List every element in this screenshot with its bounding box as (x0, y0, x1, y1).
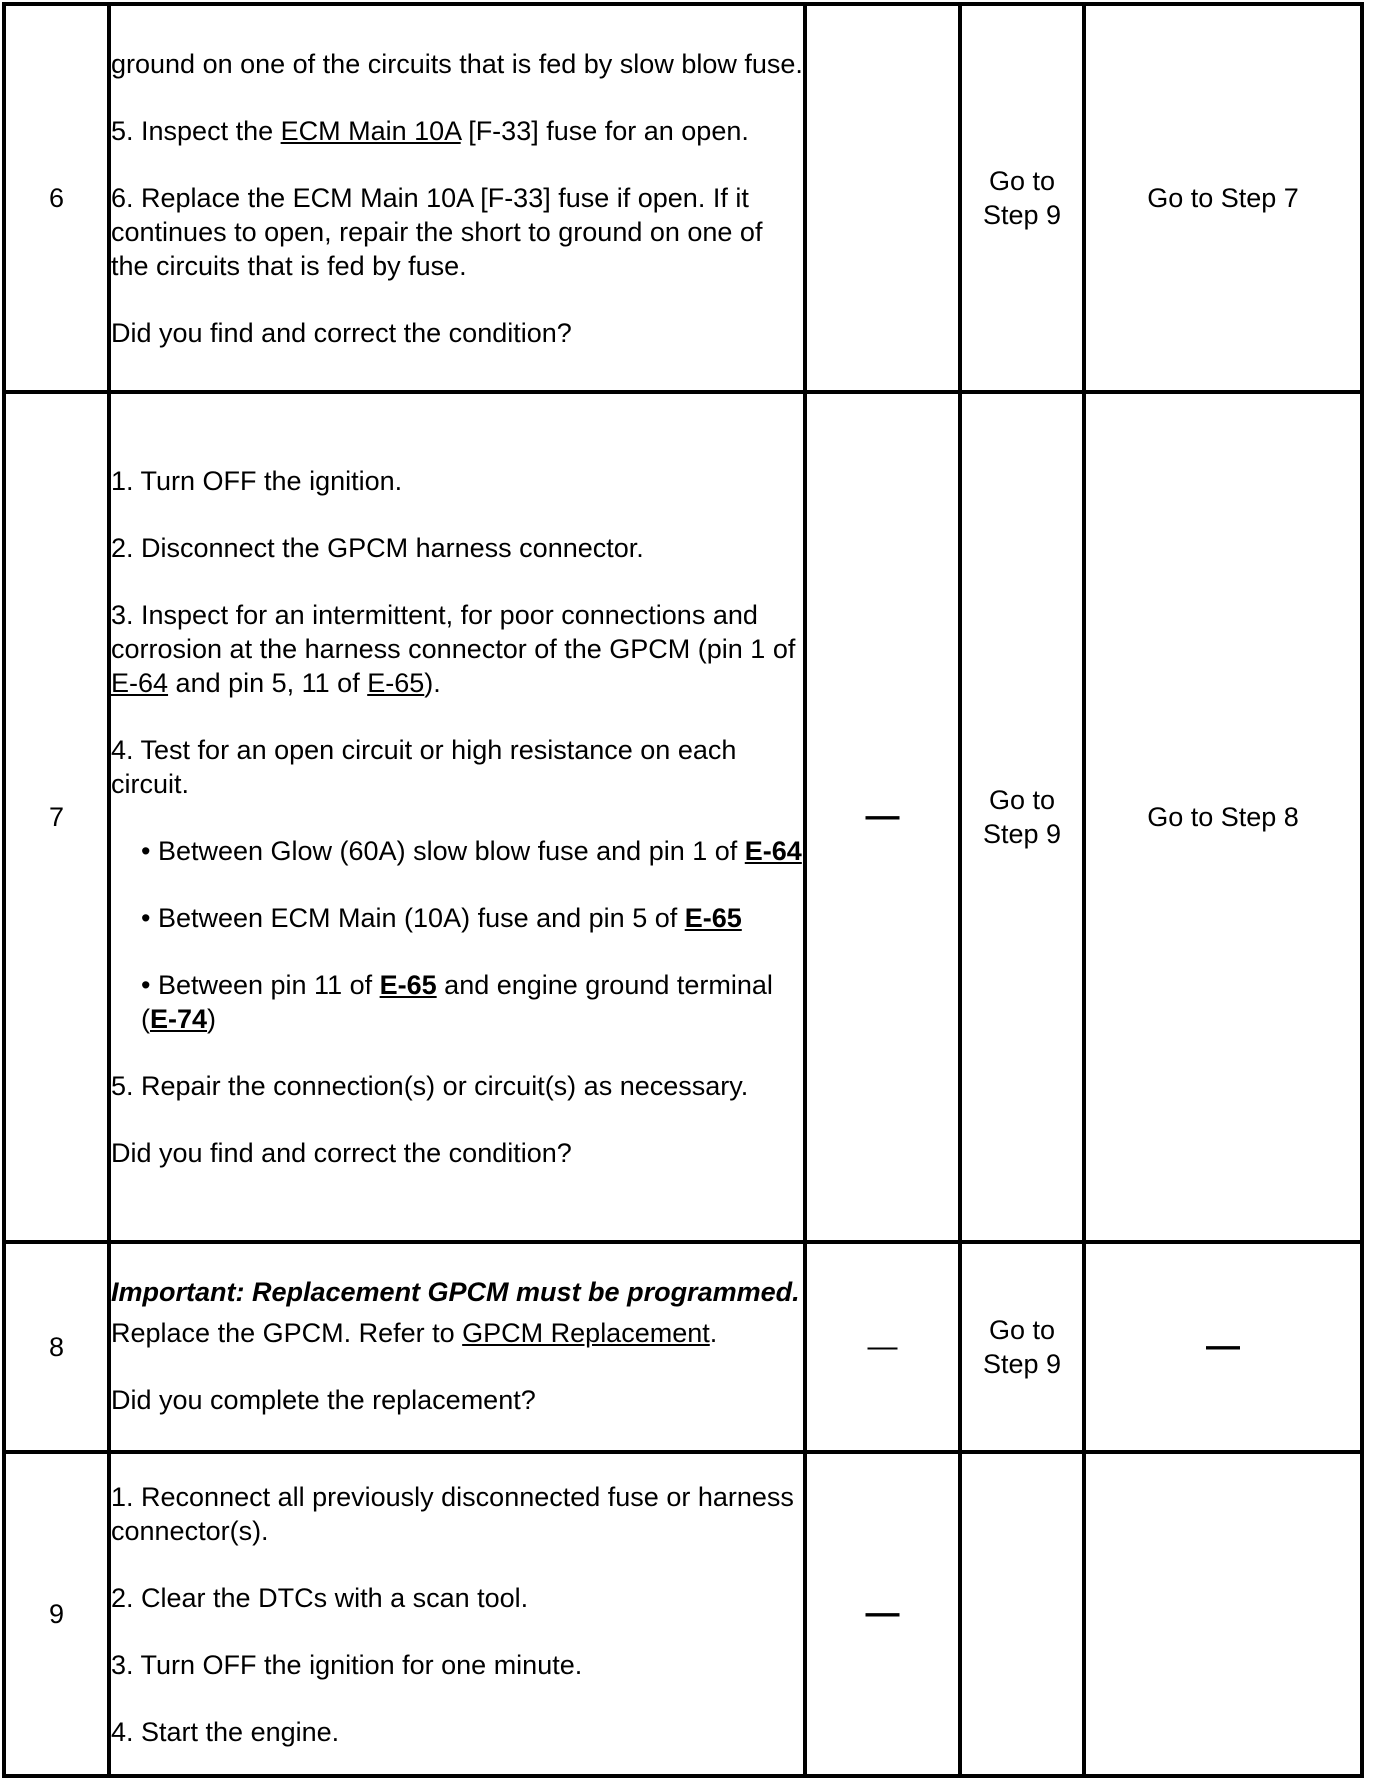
action-text: 3. Turn OFF the ignition for one minute. (111, 1649, 583, 1680)
gpcm-replacement-link[interactable]: GPCM Replacement (462, 1318, 710, 1348)
question-text: Did you find and correct the condition? (111, 317, 572, 348)
action-text: 5. Repair the connection(s) or circuit(s) as necessary. (111, 1071, 749, 1101)
yes-cell (960, 1452, 1084, 1776)
table-row (4, 1452, 1362, 1776)
no-cell: Go to Step 8 (1084, 392, 1362, 1242)
fuse-link[interactable]: ECM Main 10A (280, 115, 461, 146)
action-cell (109, 1452, 805, 1776)
action-text: ground on one of the circuits that is fed by slow blow fuse. (111, 48, 803, 79)
action-text: 1. Reconnect all previously disconnected fuse or harness connector(s). (111, 1481, 794, 1546)
no-cell: Go to Step 7 (1084, 4, 1362, 392)
action-text: Replace the GPCM. Refer to GPCM Replacement. (111, 1318, 718, 1348)
action-text: 4. Start the engine. (111, 1716, 340, 1747)
action-cell (109, 1242, 805, 1452)
action-text: 4. Test for an open circuit or high resistance on each circuit. (111, 735, 737, 799)
action-text: 2. Clear the DTCs with a scan tool. (111, 1582, 529, 1613)
step-number: 8 (4, 1242, 109, 1452)
step-number: 9 (4, 1452, 109, 1776)
action-text: 1. Turn OFF the ignition. (111, 466, 403, 496)
connector-link[interactable]: E-65 (684, 903, 742, 933)
important-note: Important: Replacement GPCM must be programmed. (111, 1277, 800, 1307)
question-text: Did you complete the replacement? (111, 1385, 536, 1415)
step-number: 6 (4, 4, 109, 392)
action-text: 3. Inspect for an intermittent, for poor connections and corrosion at the harness connector of the GPCM (pin 1 of E-64 and pin 5, 11 of E-65). (111, 600, 796, 698)
yes-cell: Go to Step 9 (960, 392, 1084, 1242)
connector-link[interactable]: E-65 (379, 970, 437, 1000)
table-row (4, 4, 1362, 392)
action-cell (109, 392, 805, 1242)
step-number: 7 (4, 392, 109, 1242)
table-row (4, 1242, 1362, 1452)
action-text: 6. Replace the ECM Main 10A [F-33] fuse if open. If it continues to open, repair the short to ground on one of the circuits that is fed by fuse. (111, 182, 763, 281)
no-cell: — (1084, 1242, 1362, 1452)
bullet-item: • Between Glow (60A) slow blow fuse and pin 1 of E-64 (141, 836, 802, 866)
table-row (4, 392, 1362, 1242)
connector-link[interactable]: E-74 (150, 1004, 208, 1034)
action-cell (109, 4, 805, 392)
connector-link[interactable]: E-65 (367, 668, 425, 698)
value-cell: — (805, 1452, 960, 1776)
bullet-item: • Between pin 11 of E-65 and engine ground terminal (E-74) (141, 970, 773, 1034)
value-cell (805, 4, 960, 392)
connector-link[interactable]: E-64 (111, 668, 169, 698)
diagnostic-steps-table (2, 2, 1364, 1778)
yes-cell: Go to Step 9 (960, 4, 1084, 392)
bullet-item: • Between ECM Main (10A) fuse and pin 5 of E-65 (141, 903, 742, 933)
value-cell: — (805, 392, 960, 1242)
question-text: Did you find and correct the condition? (111, 1138, 572, 1168)
connector-link[interactable]: E-64 (744, 836, 802, 866)
action-text: 2. Disconnect the GPCM harness connector. (111, 533, 644, 563)
value-cell: — (805, 1242, 960, 1452)
yes-cell: Go to Step 9 (960, 1242, 1084, 1452)
action-text: 5. Inspect the ECM Main 10A [F-33] fuse for an open. (111, 115, 749, 146)
no-cell (1084, 1452, 1362, 1776)
